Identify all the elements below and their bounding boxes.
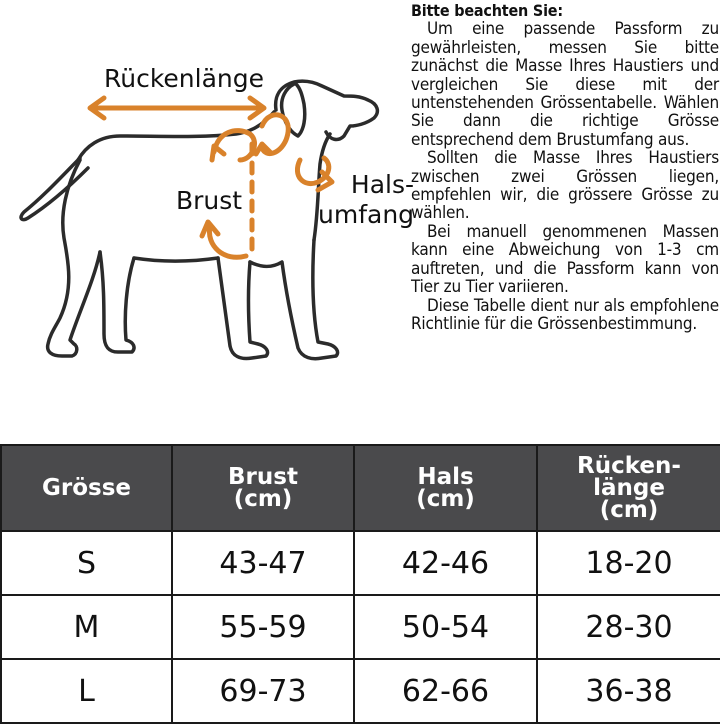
table-row xyxy=(1,659,720,723)
notice-paragraph: Bei manuell genommenen Massen kann eine Abweichung von 1-3 cm auftreten, und die Passform kann von Tier zu Tier variieren. xyxy=(411,221,719,298)
header-size: Grösse xyxy=(1,445,172,531)
notice-text xyxy=(411,2,719,333)
dog-measurement-illustration xyxy=(0,0,415,440)
notice-heading: Bitte beachten Sie: xyxy=(411,1,563,20)
neck-label xyxy=(318,170,414,230)
cell-chest: 55-59 xyxy=(172,595,354,659)
cell-neck: 62-66 xyxy=(354,659,537,723)
cell-neck: 42-46 xyxy=(354,531,537,595)
header-neck: Hals (cm) xyxy=(354,445,537,531)
cell-back-length: 18-20 xyxy=(537,531,720,595)
table-row xyxy=(1,531,720,595)
cell-chest: 43-47 xyxy=(172,531,354,595)
notice-paragraph: Diese Tabelle dient nur als empfohlene Richtlinie für die Grössenbestimmung. xyxy=(411,295,719,334)
cell-size: L xyxy=(1,659,172,723)
neck-label-line1: Hals- xyxy=(350,170,415,199)
header-back-length: Rücken- länge (cm) xyxy=(537,445,720,531)
cell-size: S xyxy=(1,531,172,595)
neck-label-line2: umfang xyxy=(318,200,415,229)
cell-back-length: 28-30 xyxy=(537,595,720,659)
notice-paragraph: Sollten die Masse Ihres Haustiers zwischen zwei Grössen liegen, empfehlen wir, die grössere Grösse zu wählen. xyxy=(411,148,719,224)
table-header-row xyxy=(1,445,720,531)
notice-paragraph: Um eine passende Passform zu gewährleisten, messen Sie bitte zunächst die Masse Ihres Haustiers und vergleichen Sie diese mit der untenstehenden Grössentabelle. Wählen Sie dann die richtige Grösse entsprechend dem Brustumfang aus. xyxy=(411,19,719,150)
size-chart-table xyxy=(0,444,720,724)
back-length-label: Rückenlänge xyxy=(104,64,265,93)
cell-back-length: 36-38 xyxy=(537,659,720,723)
table-row xyxy=(1,595,720,659)
cell-chest: 69-73 xyxy=(172,659,354,723)
cell-neck: 50-54 xyxy=(354,595,537,659)
cell-size: M xyxy=(1,595,172,659)
header-chest: Brust (cm) xyxy=(172,445,354,531)
chest-label: Brust xyxy=(176,186,243,215)
